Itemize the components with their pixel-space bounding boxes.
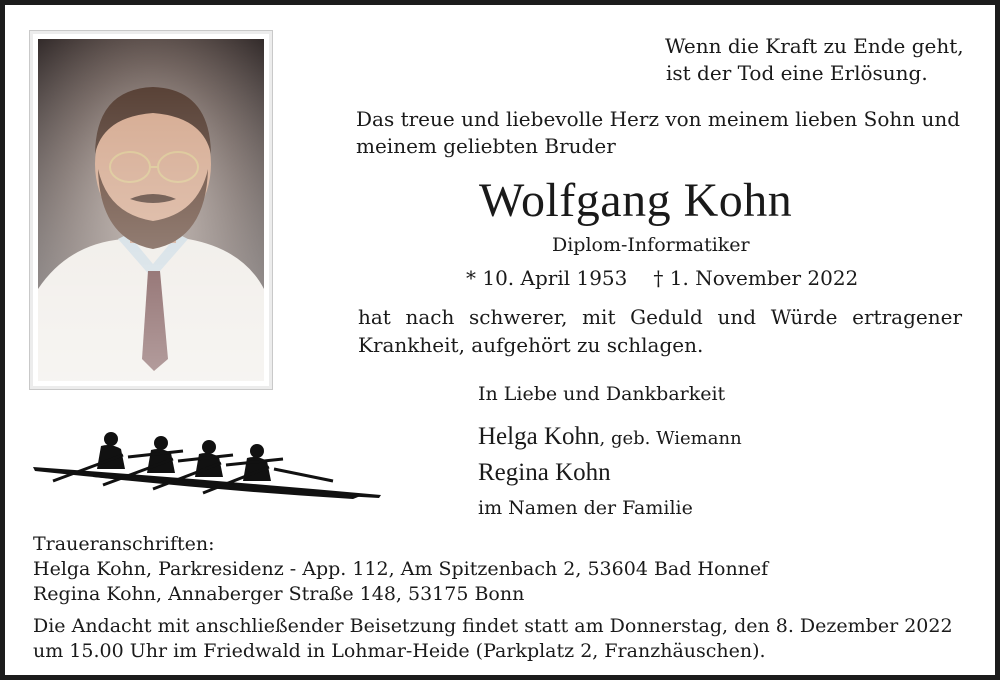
mourner-name: Helga Kohn	[478, 423, 600, 450]
rowing-boat-silhouette-icon	[33, 429, 385, 503]
deceased-title: Diplom-Informatiker	[552, 234, 750, 256]
life-dates	[466, 266, 858, 290]
intro-text: Das treue und liebevolle Herz von meinem lieben Sohn und meinem geliebten Bruder	[356, 107, 961, 158]
addresses	[33, 532, 768, 607]
portrait-photo	[38, 39, 264, 381]
address-line-2: Regina Kohn, Annaberger Straße 148, 53175 Bonn	[33, 583, 525, 605]
mourner-name: Regina Kohn	[478, 459, 611, 486]
addresses-heading: Traueranschriften:	[33, 533, 215, 555]
quote	[665, 33, 964, 87]
portrait-frame	[29, 30, 273, 390]
deceased-name: Wolfgang Kohn	[479, 174, 793, 227]
illness-text: hat nach schwerer, mit Geduld und Würde ertragener Krankheit, aufgehört zu schlagen.	[358, 305, 962, 357]
quote-line-1: Wenn die Kraft zu Ende geht,	[665, 34, 964, 58]
service-line-1: Die Andacht mit anschließender Beisetzung findet statt am Donnerstag, den 8. Dezember 2022	[33, 615, 953, 637]
service-info	[33, 614, 953, 664]
mourner-helga	[478, 423, 742, 451]
address-line-1: Helga Kohn, Parkresidenz - App. 112, Am Spitzenbach 2, 53604 Bad Honnef	[33, 558, 769, 580]
quote-line-2: ist der Tod eine Erlösung.	[666, 61, 928, 85]
mourner-regina	[478, 459, 615, 487]
death-date: † 1. November 2022	[653, 266, 859, 290]
family-line: im Namen der Familie	[478, 497, 693, 519]
mourner-note: , geb. Wiemann	[599, 428, 742, 449]
birth-date: * 10. April 1953	[466, 266, 628, 290]
love-line: In Liebe und Dankbarkeit	[478, 383, 726, 405]
service-line-2: um 15.00 Uhr im Friedwald in Lohmar-Heide (Parkplatz 2, Franzhäuschen).	[33, 640, 766, 662]
